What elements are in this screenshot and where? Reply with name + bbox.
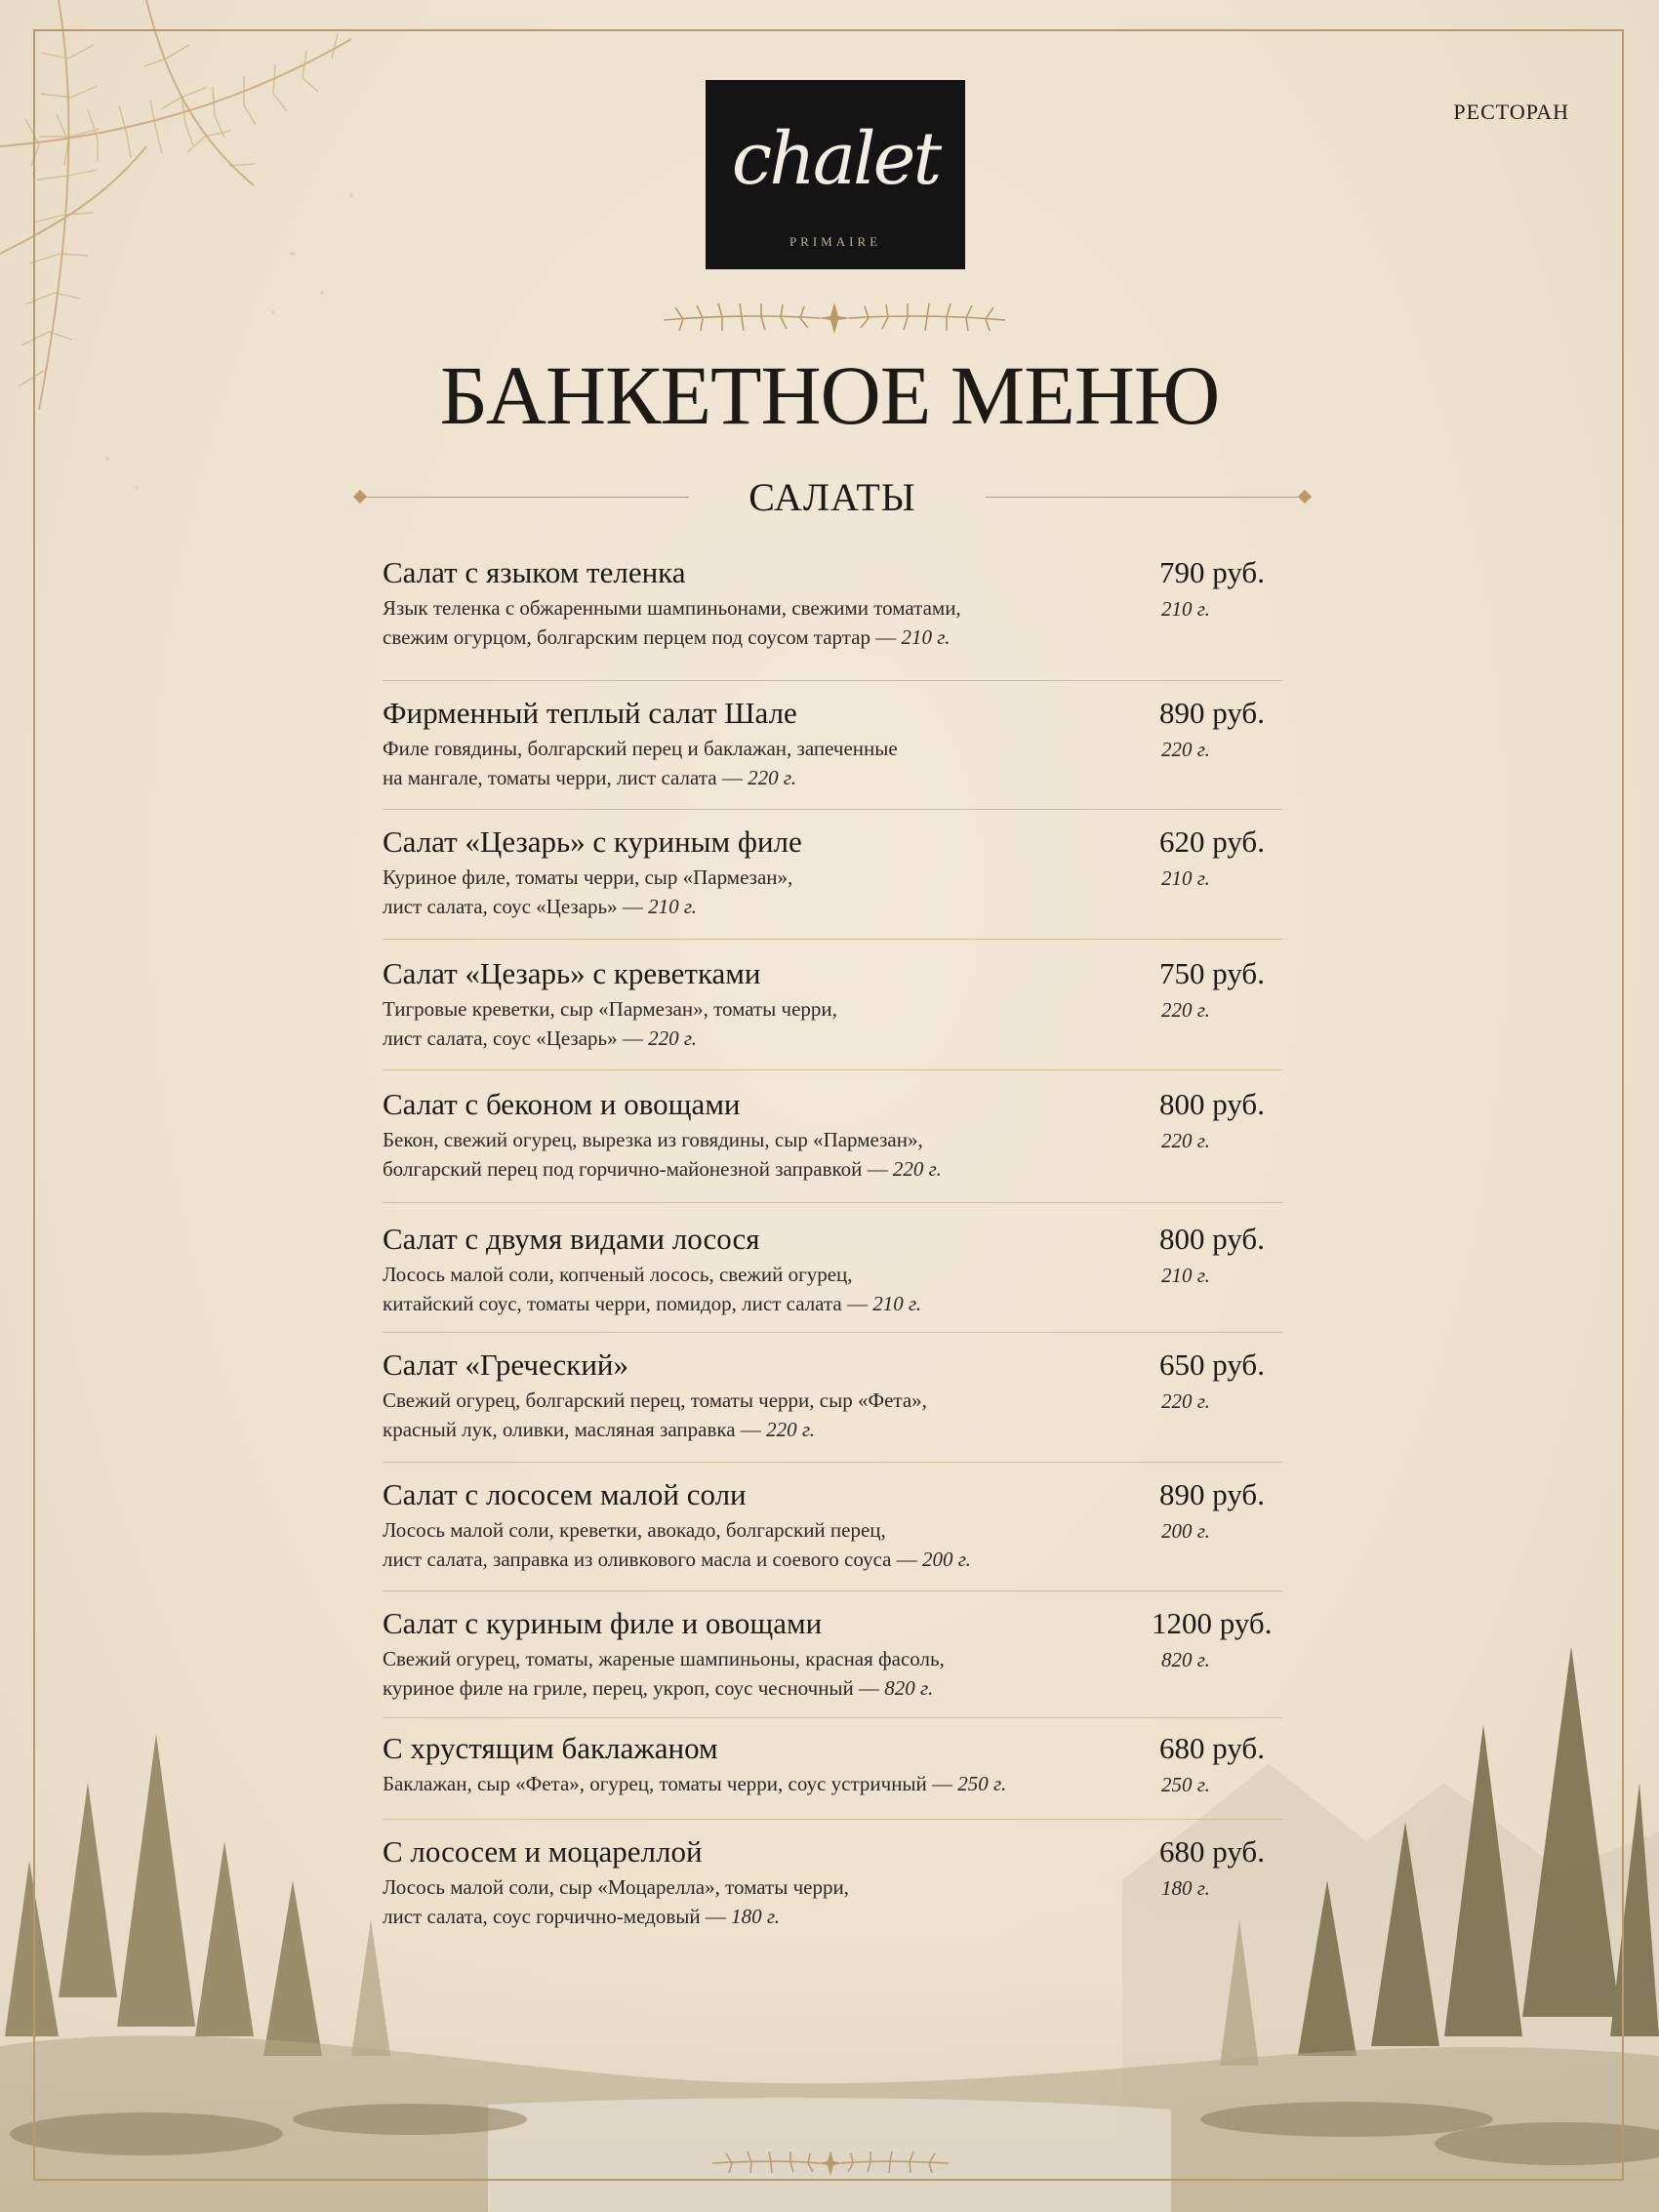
- item-description: лист салата, заправка из оливкового масла и соевого соуса — 200 г.: [383, 1548, 971, 1571]
- item-weight: 210 г.: [1161, 597, 1210, 621]
- item-price: 890 руб.: [1159, 1477, 1265, 1511]
- item-description: Баклажан, сыр «Фета», огурец, томаты черри, соус устричный — 250 г.: [383, 1772, 1007, 1795]
- item-weight: 250 г.: [1161, 1773, 1210, 1796]
- menu-item: [383, 1820, 1282, 1947]
- item-description: Куриное филе, томаты черри, сыр «Пармезан»,: [383, 865, 793, 889]
- item-price: 1200 руб.: [1152, 1606, 1273, 1640]
- item-price: 680 руб.: [1159, 1731, 1265, 1765]
- item-weight: 220 г.: [1161, 1129, 1210, 1152]
- item-price: 750 руб.: [1159, 956, 1265, 990]
- menu-item: [383, 1333, 1282, 1463]
- item-weight: 200 г.: [1161, 1519, 1210, 1543]
- chalet-logo: [706, 80, 965, 269]
- item-name: Салат с беконом и овощами: [383, 1087, 741, 1121]
- item-description: свежим огурцом, болгарским перцем под соусом тартар — 210 г.: [383, 625, 951, 649]
- item-name: С лососем и моцареллой: [383, 1834, 703, 1869]
- item-price: 800 руб.: [1159, 1222, 1265, 1256]
- branch-ornament-icon: [703, 2139, 958, 2188]
- item-price: 680 руб.: [1159, 1834, 1265, 1869]
- branch-ornament-icon: [644, 289, 1025, 347]
- item-description: Лосось малой соли, сыр «Моцарелла», томаты черри,: [383, 1875, 849, 1899]
- menu-item: [383, 810, 1282, 940]
- item-weight: 210 г.: [1161, 1264, 1210, 1287]
- item-weight: 820 г.: [1161, 1648, 1210, 1671]
- menu-item: [383, 940, 1282, 1070]
- item-price: 790 руб.: [1159, 555, 1265, 589]
- item-description: Лосось малой соли, креветки, авокадо, болгарский перец,: [383, 1518, 886, 1542]
- logo-subtitle: PRIMAIRE: [789, 234, 882, 249]
- item-description: лист салата, соус «Цезарь» — 220 г.: [383, 1026, 698, 1050]
- section-header: [355, 476, 1310, 519]
- menu-item: [383, 1718, 1282, 1820]
- item-weight: 220 г.: [1161, 738, 1210, 761]
- item-name: С хрустящим баклажаном: [383, 1731, 718, 1765]
- item-description: на мангале, томаты черри, лист салата — 220 г.: [383, 766, 796, 789]
- item-price: 650 руб.: [1159, 1347, 1265, 1382]
- item-description: Язык теленка с обжаренными шампиньонами, свежими томатами,: [383, 596, 961, 620]
- item-weight: 220 г.: [1161, 1389, 1210, 1413]
- item-weight: 210 г.: [1161, 866, 1210, 890]
- item-price: 620 руб.: [1159, 824, 1265, 859]
- item-name: Салат с двумя видами лосося: [383, 1222, 760, 1256]
- item-description: Филе говядины, болгарский перец и баклажан, запеченные: [383, 737, 898, 760]
- item-weight: 220 г.: [1161, 998, 1210, 1022]
- item-description: Бекон, свежий огурец, вырезка из говядины, сыр «Пармезан»,: [383, 1128, 923, 1151]
- item-description: болгарский перец под горчично-майонезной заправкой — 220 г.: [383, 1157, 942, 1181]
- item-description: лист салата, соус «Цезарь» — 210 г.: [383, 895, 698, 918]
- logo-word: chalet: [731, 117, 940, 201]
- item-weight: 180 г.: [1161, 1876, 1210, 1900]
- menu-item: [383, 1070, 1282, 1203]
- menu-item: [383, 1591, 1282, 1718]
- menu-list: [383, 552, 1282, 1947]
- item-name: Салат с языком теленка: [383, 555, 686, 589]
- item-description: куриное филе на гриле, перец, укроп, соус чесночный — 820 г.: [383, 1676, 934, 1700]
- item-name: Салат «Греческий»: [383, 1347, 629, 1382]
- menu-item: [383, 1203, 1282, 1333]
- item-name: Фирменный теплый салат Шале: [383, 696, 797, 730]
- menu-item: [383, 681, 1282, 810]
- item-description: Свежий огурец, болгарский перец, томаты черри, сыр «Фета»,: [383, 1388, 927, 1412]
- item-description: красный лук, оливки, масляная заправка — 220 г.: [383, 1418, 815, 1441]
- item-description: лист салата, соус горчично-медовый — 180 г.: [383, 1905, 781, 1928]
- item-description: Свежий огурец, томаты, жареные шампиньоны, красная фасоль,: [383, 1647, 945, 1670]
- menu-item: [383, 1463, 1282, 1591]
- item-description: Тигровые креветки, сыр «Пармезан», томаты черри,: [383, 997, 837, 1021]
- page-title: БАНКЕТНОЕ МЕНЮ: [439, 348, 1220, 442]
- item-description: китайский соус, томаты черри, помидор, лист салата — 210 г.: [383, 1292, 922, 1315]
- item-name: Салат с куриным филе и овощами: [383, 1606, 823, 1640]
- restaurant-label: РЕСТОРАН: [1453, 100, 1569, 124]
- divider: [986, 497, 1298, 498]
- item-name: Салат «Цезарь» с куриным филе: [383, 824, 802, 859]
- menu-item: [383, 552, 1282, 681]
- section-title: САЛАТЫ: [749, 475, 916, 519]
- item-name: Салат с лососем малой соли: [383, 1477, 747, 1511]
- item-price: 800 руб.: [1159, 1087, 1265, 1121]
- item-name: Салат «Цезарь» с креветками: [383, 956, 761, 990]
- item-description: Лосось малой соли, копченый лосось, свежий огурец,: [383, 1263, 853, 1286]
- item-price: 890 руб.: [1159, 696, 1265, 730]
